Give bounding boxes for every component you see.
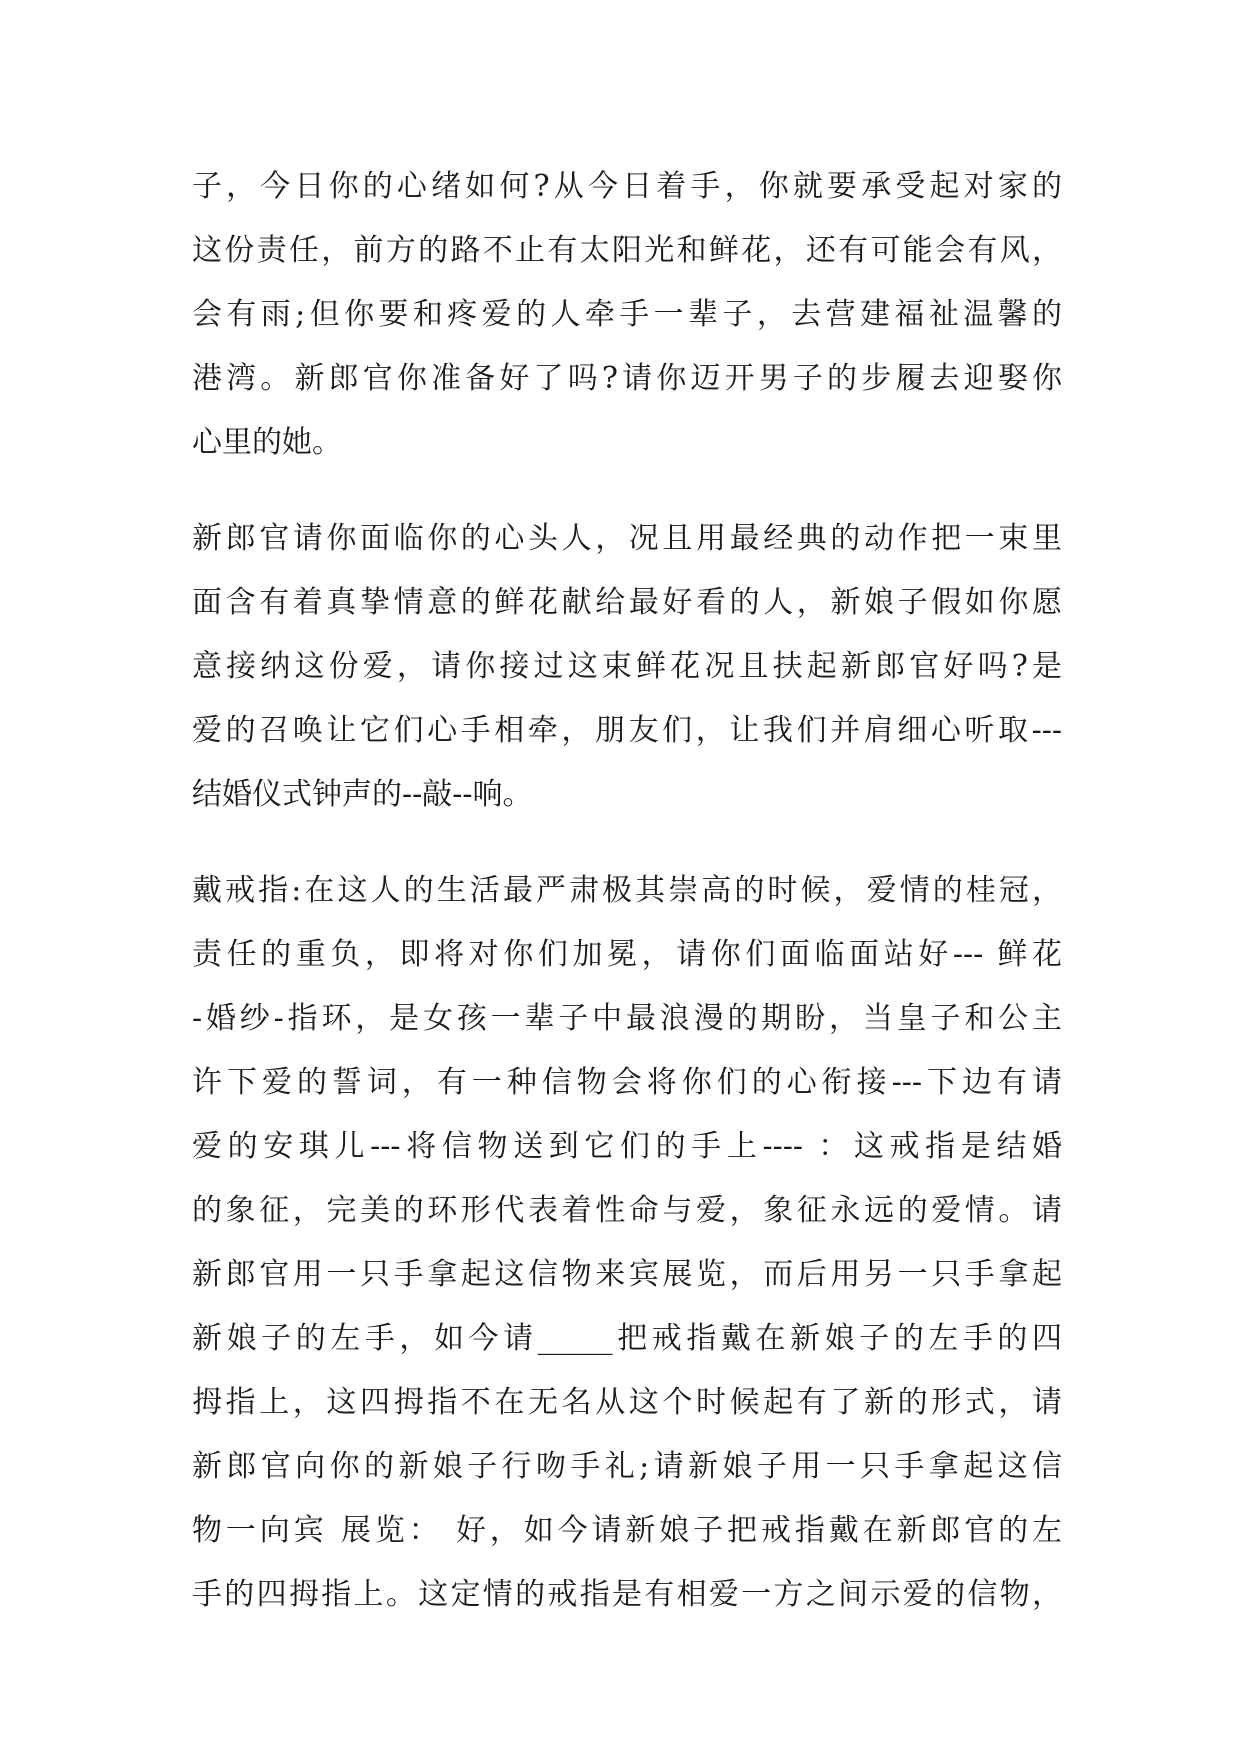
- text-line: 新郎官向你的新娘子行吻手礼;请新娘子用一只手拿起这信: [192, 1449, 1062, 1484]
- paragraph-2: [192, 517, 1062, 837]
- text-line: 意接纳这份爱，请你接过这束鲜花况且扶起新郎官好吗?是: [192, 649, 1062, 684]
- text-line: 子，今日你的心绪如何?从今日着手，你就要承受起对家的: [192, 169, 1062, 204]
- paragraph-3: [192, 869, 1062, 1637]
- text-line: 拇指上，这四拇指不在无名从这个时候起有了新的形式，请: [192, 1385, 1062, 1420]
- text-line: 面含有着真挚情意的鲜花献给最好看的人，新娘子假如你愿: [192, 585, 1062, 620]
- text-line: 会有雨;但你要和疼爱的人牵手一辈子，去营建福祉温馨的: [192, 297, 1062, 332]
- paragraph-1: [192, 165, 1062, 485]
- text-line: 新郎官请你面临你的心头人，况且用最经典的动作把一束里: [192, 521, 1062, 556]
- text-line: 责任的重负，即将对你们加冕，请你们面临面站好--- 鲜花: [192, 937, 1062, 972]
- text-line: 许下爱的誓词，有一种信物会将你们的心衔接---下边有请: [192, 1065, 1062, 1100]
- text-line: 爱的召唤让它们心手相牵，朋友们，让我们并肩细心听取---: [192, 713, 1062, 748]
- text-line: 新郎官用一只手拿起这信物来宾展览，而后用另一只手拿起: [192, 1257, 1062, 1292]
- text-line: 戴戒指:在这人的生活最严肃极其崇高的时候，爱情的桂冠，: [192, 873, 1062, 908]
- text-line: 结婚仪式钟声的--敲--响。: [192, 777, 533, 812]
- text-line: 的象征，完美的环形代表着性命与爱，象征永远的爱情。请: [192, 1193, 1062, 1228]
- text-line: 这份责任，前方的路不止有太阳光和鲜花，还有可能会有风，: [192, 233, 1062, 268]
- text-line: 爱的安琪儿---将信物送到它们的手上---- ：这戒指是结婚: [192, 1129, 1062, 1164]
- text-line: 心里的她。: [192, 425, 342, 460]
- text-line: 物一向宾 展览： 好，如今请新娘子把戒指戴在新郎官的左: [192, 1513, 1062, 1548]
- text-line: 港湾。新郎官你准备好了吗?请你迈开男子的步履去迎娶你: [192, 361, 1062, 396]
- text-line: -婚纱-指环，是女孩一辈子中最浪漫的期盼，当皇子和公主: [192, 1001, 1062, 1036]
- text-line: 新娘子的左手，如今请_____把戒指戴在新娘子的左手的四: [192, 1321, 1062, 1356]
- text-line: 手的四拇指上。这定情的戒指是有相爱一方之间示爱的信物，: [192, 1577, 1062, 1612]
